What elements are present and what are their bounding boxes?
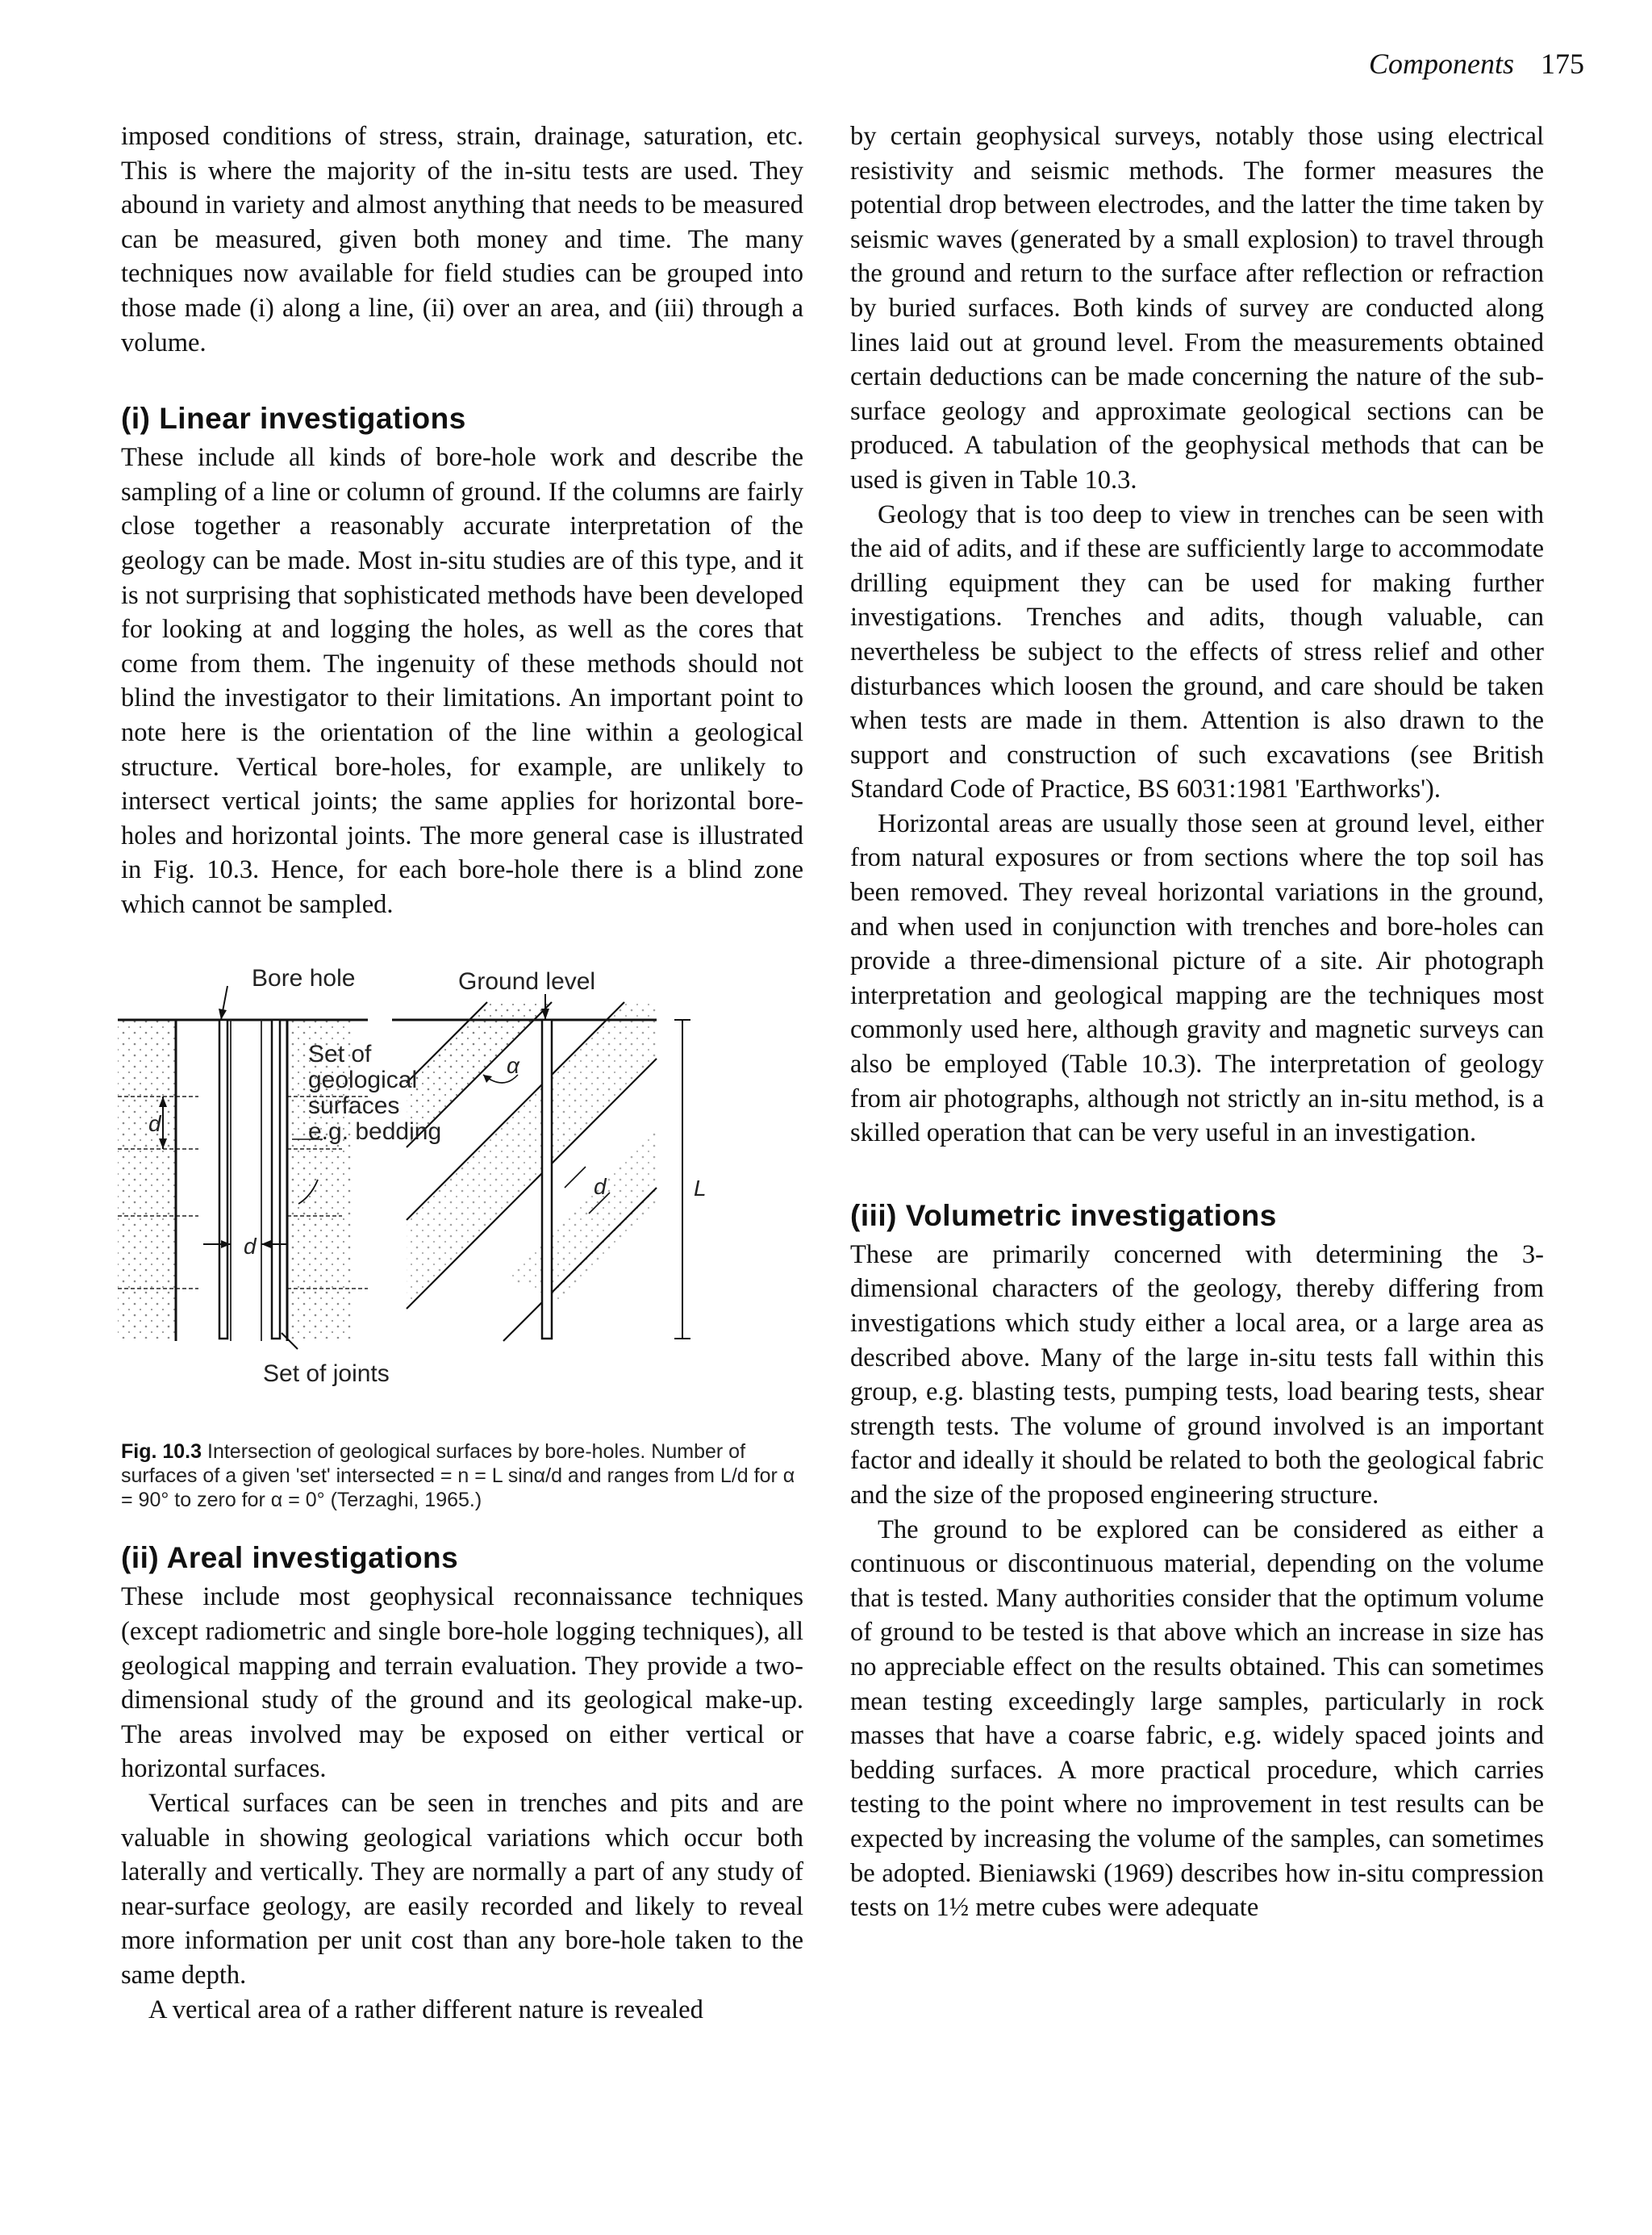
intro-paragraph: imposed conditions of stress, strain, drainage, saturation, etc. This is where the majority of the in-situ tests are used. They abound in variety and almost anything that needs to be measured can be measured, given both money and time. The many techniques now available for field studies can be grouped into those made (i) along a line, (ii) over an area, and (iii) through a volume. — [121, 122, 803, 357]
figure-label-alpha: α — [507, 1053, 519, 1079]
figure-10-3 — [121, 962, 803, 1430]
figure-caption-text: Intersection of geological surfaces by bore-holes. Number of surfaces of a given 'set' intersected = n = L sinα/d and ranges from L/d for α = 90° to zero for α = 0° (Terzaghi, 1965.) — [121, 1440, 795, 1512]
running-header — [1369, 47, 1584, 81]
adits-paragraph: Geology that is too deep to view in trenches can be seen with the aid of adits, and if these are sufficiently large to accommodate drilling equipment they can be used for making further investigations. Trenches and adits, though valuable, can nevertheless be subject to the effects of stress relief and other disturbances which loosen the ground, and care should be taken when tests are made in them. Attention is also drawn to the support and construction of such excavations (see British Standard Code of Practice, BS 6031:1981 'Earthworks'). — [850, 499, 1544, 804]
areal-paragraph-3: A vertical area of a rather different nature is revealed — [148, 1995, 703, 2024]
geophysics-paragraph: by certain geophysical surveys, notably those using electrical resistivity and seismic methods. The former measures the potential drop between electrodes, and the latter the time taken by seismic waves (generated by a small explosion) to travel through the ground and return to the surface after reflection or refraction by buried surfaces. Both kinds of survey are conducted along lines laid out at ground level. From the measurements obtained certain deductions can be made concerning the nature of the sub-surface geology and approximate geological sections can be produced. A tabulation of the geophysical methods that can be used is given in Table 10.3. — [850, 122, 1544, 495]
figure-label-surfaces: surfaces — [308, 1092, 400, 1120]
borehole-diagram — [76, 962, 802, 1430]
linear-paragraph: These include all kinds of bore-hole work and describe the sampling of a line or column of ground. If the columns are fairly close together a reasonably accurate interpretation of the geology can be made. Most in-situ studies are of this type, and it is not surprising that sophisticated methods have been developed for looking at and logging the holes, as well as the cores that come from them. The ingenuity of these methods should not blind the investigator to their limitations. An important point to note here is the orientation of the line within a geological structure. Vertical bore-holes, for example, are unlikely to intersect vertical joints; the same applies for horizontal bore-holes and horizontal joints. The more general case is illustrated in Fig. 10.3. Hence, for each bore-hole there is a blind zone which cannot be sampled. — [121, 443, 803, 919]
figure-label-geological: geological — [308, 1067, 418, 1094]
figure-label-d-right: d — [594, 1174, 607, 1200]
horizontal-areas-paragraph: Horizontal areas are usually those seen at ground level, either from natural exposures or from sections where the top soil has been removed. They reveal horizontal variations in the ground, and when used in conjunction with trenches and bore-holes can provide a three-dimensional picture of a site. Air photograph interpretation and geological mapping are the techniques most commonly used here, although gravity and magnetic surveys can also be employed (Table 10.3). The interpretation of geology from air photographs, although not strictly an in-situ method, is a skilled operation that can be very useful in an investigation. — [850, 808, 1544, 1148]
figure-caption-number: Fig. 10.3 — [121, 1440, 202, 1464]
left-column — [121, 119, 803, 2027]
areal-paragraph-2: Vertical surfaces can be seen in trenches and pits and are valuable in showing geological variations which occur both laterally and vertically. They are normally a part of any study of near-surface geology, are easily recorded and likely to reveal more information per unit cost than any bore-hole taken to the same depth. — [121, 1789, 803, 1990]
areal-heading: (ii) Areal investigations — [121, 1541, 459, 1575]
volumetric-paragraph-2: The ground to be explored can be considered as either a continuous or discontinuous material, depending on the volume that is tested. Many authorities consider that the optimum volume of ground to be tested is that above which an increase in size has no appreciable effect on the results obtained. This can sometimes mean testing exceedingly large samples, particularly in rock masses that have a coarse fabric, e.g. widely spaced joints and bedding surfaces. A more practical procedure, which carries testing to the point where no improvement in test results can be expected by increasing the volume of the samples, can sometimes be adopted. Bieniawski (1969) describes how in-situ compression tests on 1½ metre cubes were adequate — [850, 1514, 1544, 1923]
linear-heading: (i) Linear investigations — [121, 402, 466, 436]
areal-paragraph-1: These include most geophysical reconnaissance techniques (except radiometric and single bore-hole logging techniques), all geological mapping and terrain evaluation. They provide a two-dimensional study of the ground and its geological make-up. The areas involved may be exposed on either vertical or horizontal surfaces. — [121, 1582, 803, 1784]
figure-label-d-left: d — [148, 1111, 161, 1137]
right-column — [850, 119, 1544, 1925]
figure-label-joints: Set of joints — [263, 1360, 390, 1388]
figure-label-L: L — [694, 1176, 707, 1201]
figure-caption — [121, 1439, 803, 1512]
page-number: 175 — [1541, 48, 1584, 80]
figure-label-borehole: Bore hole — [252, 965, 356, 992]
volumetric-heading: (iii) Volumetric investigations — [850, 1198, 1277, 1232]
figure-label-bedding: e.g. bedding — [308, 1118, 442, 1146]
header-section: Components — [1369, 48, 1514, 80]
figure-label-set-of: Set of — [308, 1041, 372, 1068]
figure-label-ground-level: Ground level — [458, 968, 596, 996]
figure-label-d-middle: d — [244, 1234, 257, 1260]
inclined-bedding-diagram — [392, 994, 690, 1341]
volumetric-paragraph-1: These are primarily concerned with determining the 3-dimensional characters of the geology, thereby differing from investigations which study either a local area, or a large area as described above. Many of the large in-situ tests fall within this group, e.g. blasting tests, pumping tests, load bearing tests, shear strength tests. The volume of ground involved is an important factor and ideally it should be related to both the geological fabric and the size of the proposed engineering structure. — [850, 1239, 1544, 1510]
